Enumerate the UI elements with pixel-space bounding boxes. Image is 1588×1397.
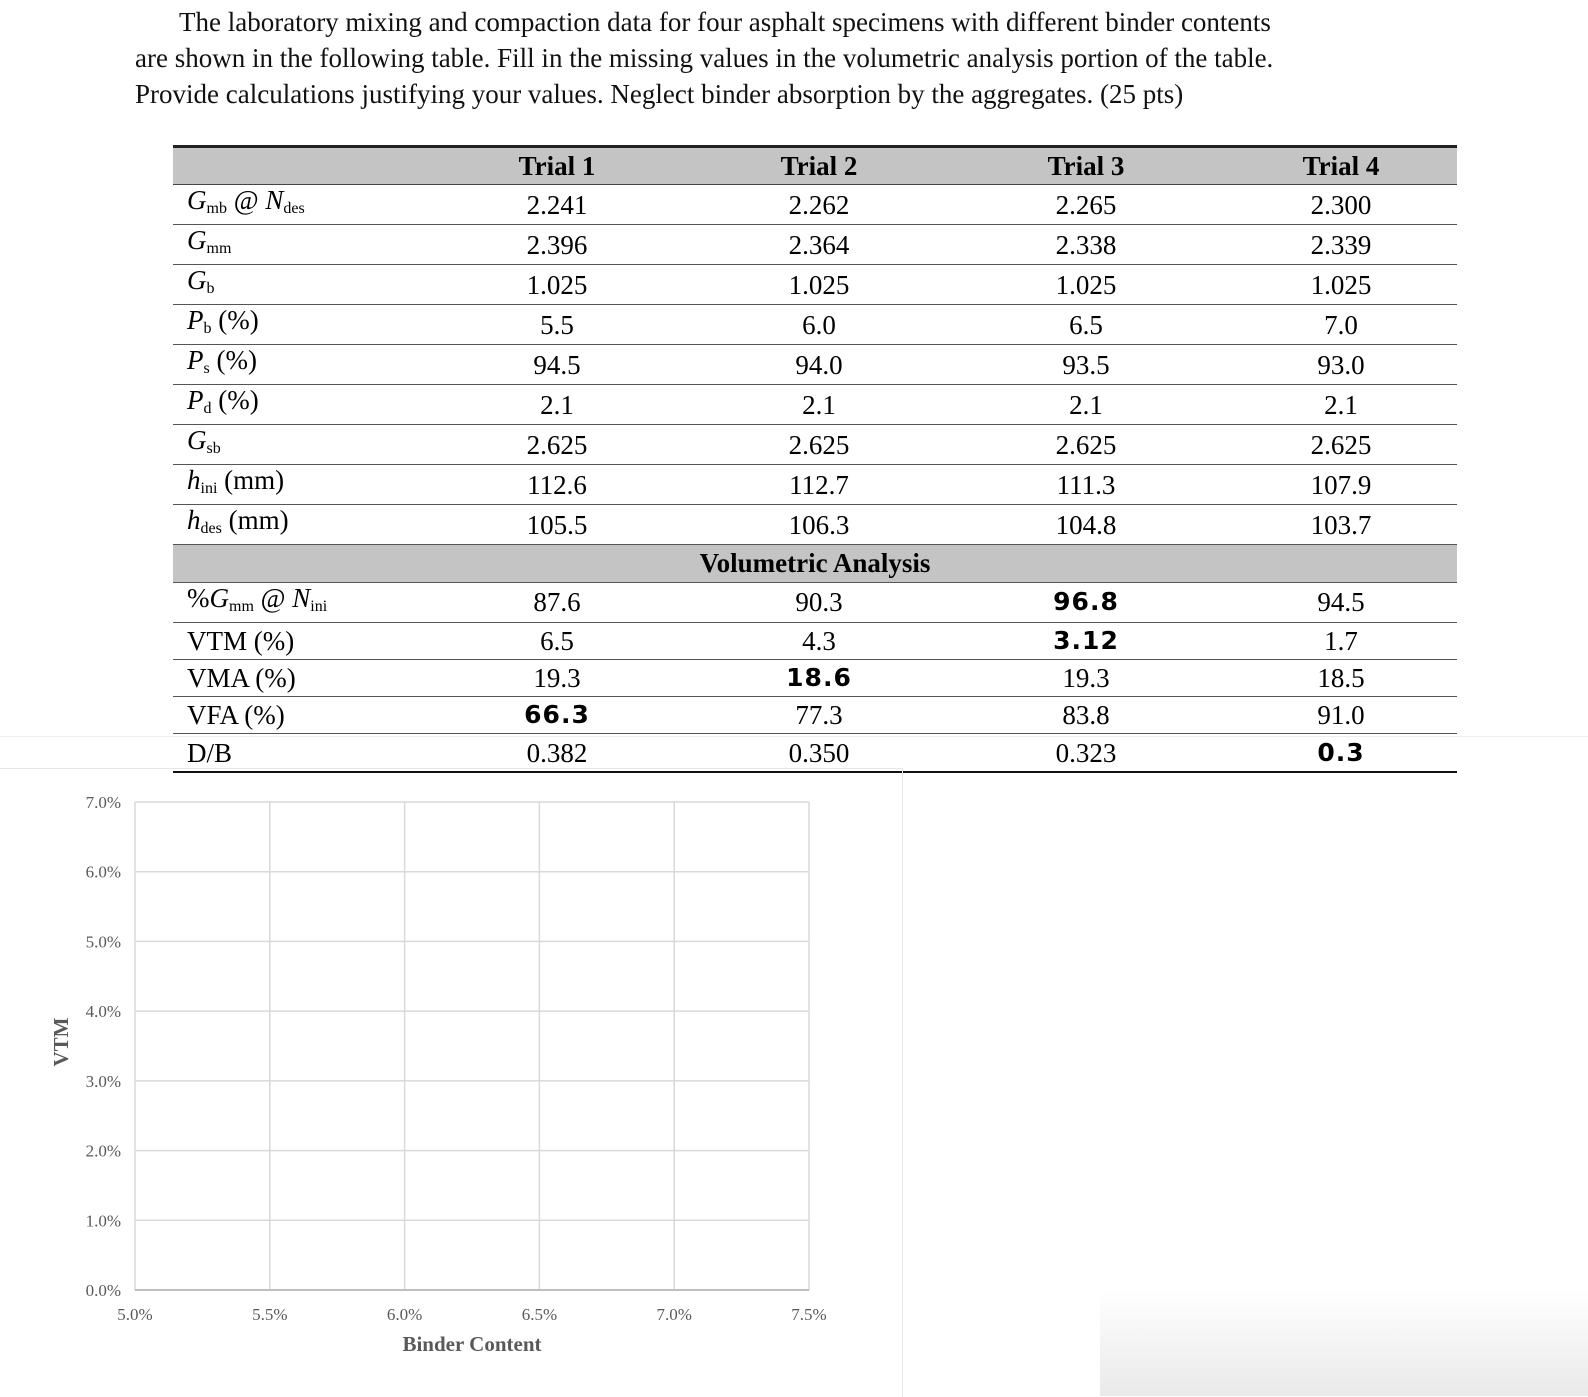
label-part: h — [187, 505, 201, 536]
value-cell: 4.3 — [691, 622, 947, 659]
value-cell: 2.1 — [423, 385, 691, 425]
x-tick-label: 7.5% — [791, 1305, 827, 1324]
table-row — [173, 465, 1457, 505]
label-part: ini — [310, 597, 328, 615]
label-part: s — [203, 360, 210, 378]
label-part: des — [283, 200, 305, 218]
label-part: N — [292, 582, 311, 613]
handwritten-answer: 18.6 — [691, 659, 947, 696]
label-part: G — [187, 265, 207, 296]
table-row — [173, 185, 1457, 225]
label-part: mb — [206, 200, 227, 218]
value-cell: 2.625 — [423, 425, 691, 465]
value-cell: 2.625 — [1225, 425, 1457, 465]
label-part: P — [187, 305, 204, 336]
label-part: N — [265, 185, 284, 216]
table-row — [173, 265, 1457, 305]
value-cell: 2.625 — [691, 425, 947, 465]
label-part: mm — [229, 597, 254, 615]
label-part: VTM (%) — [187, 625, 295, 656]
row-label — [173, 225, 423, 265]
label-part: ini — [200, 480, 218, 498]
vtm-chart — [0, 768, 903, 1397]
header-trial-3: Trial 3 — [947, 147, 1225, 185]
table-row — [173, 305, 1457, 345]
y-tick-label: 5.0% — [85, 932, 121, 952]
value-cell: 1.025 — [947, 265, 1225, 305]
x-tick-label: 6.0% — [386, 1305, 423, 1324]
section-row — [173, 545, 1457, 582]
value-cell: 94.0 — [691, 345, 947, 385]
header-trial-2: Trial 2 — [691, 147, 947, 185]
value-cell: 103.7 — [1225, 505, 1457, 545]
label-part: P — [187, 345, 204, 376]
label-part: VMA (%) — [187, 663, 296, 694]
value-cell: 106.3 — [691, 505, 947, 545]
row-label — [173, 345, 423, 385]
label-part: b — [203, 320, 212, 338]
table-row — [173, 697, 1457, 734]
y-tick-label: 6.0% — [85, 862, 121, 882]
value-cell: 6.0 — [691, 305, 947, 345]
value-cell: 2.300 — [1225, 185, 1457, 225]
row-label — [173, 505, 423, 545]
value-cell: 107.9 — [1225, 465, 1457, 505]
row-label — [173, 305, 423, 345]
label-part: G — [187, 425, 207, 456]
handwritten-answer: 66.3 — [423, 697, 691, 734]
header-blank — [173, 147, 423, 185]
y-axis-title: VTM — [49, 1017, 73, 1067]
label-part: sb — [206, 440, 221, 458]
table-row — [173, 659, 1457, 696]
section-title: Volumetric Analysis — [173, 545, 1457, 582]
page-separator — [0, 736, 1588, 737]
label-part: (mm) — [221, 505, 289, 536]
value-cell: 87.6 — [423, 582, 691, 622]
label-part: h — [187, 465, 201, 496]
value-cell: 0.350 — [691, 734, 947, 772]
value-cell: 18.5 — [1225, 659, 1457, 696]
value-cell: 19.3 — [423, 659, 691, 696]
label-part: mm — [206, 240, 232, 258]
value-cell: 2.262 — [691, 185, 947, 225]
label-part: D/B — [187, 737, 233, 768]
row-label — [173, 425, 423, 465]
label-part: d — [203, 400, 212, 418]
value-cell: 6.5 — [423, 622, 691, 659]
value-cell: 94.5 — [1225, 582, 1457, 622]
x-axis-title: Binder Content — [402, 1332, 542, 1356]
value-cell: 1.025 — [1225, 265, 1457, 305]
handwritten-answer: 96.8 — [947, 582, 1225, 622]
label-part: des — [200, 520, 222, 538]
handwritten-answer: 3.12 — [947, 622, 1225, 659]
value-cell: 2.364 — [691, 225, 947, 265]
value-cell: 104.8 — [947, 505, 1225, 545]
value-cell: 83.8 — [947, 697, 1225, 734]
table-row — [173, 425, 1457, 465]
row-label — [173, 582, 423, 622]
value-cell: 94.5 — [423, 345, 691, 385]
value-cell: 105.5 — [423, 505, 691, 545]
y-tick-label: 0.0% — [85, 1281, 121, 1300]
x-tick-label: 6.5% — [521, 1305, 558, 1324]
label-part: (mm) — [217, 465, 285, 496]
row-label — [173, 465, 423, 505]
prompt-line-2: are shown in the following table. Fill in the missing values in the volumetric analysis portion of the table. — [135, 43, 1274, 73]
label-part: (%) — [209, 345, 257, 376]
table-row — [173, 734, 1457, 772]
value-cell: 7.0 — [1225, 305, 1457, 345]
label-part: @ — [253, 582, 293, 613]
value-cell: 2.396 — [423, 225, 691, 265]
prompt-line-3: Provide calculations justifying your values. Neglect binder absorption by the aggregates. (25 pts) — [135, 79, 1184, 109]
value-cell: 5.5 — [423, 305, 691, 345]
table-row — [173, 225, 1457, 265]
row-label — [173, 697, 423, 734]
value-cell: 2.1 — [947, 385, 1225, 425]
value-cell: 93.5 — [947, 345, 1225, 385]
value-cell: 6.5 — [947, 305, 1225, 345]
label-part: VFA (%) — [187, 700, 285, 731]
table-row — [173, 505, 1457, 545]
y-tick-label: 4.0% — [85, 1002, 121, 1022]
label-part: % — [187, 582, 210, 613]
value-cell: 111.3 — [947, 465, 1225, 505]
label-part: P — [187, 385, 204, 416]
value-cell: 77.3 — [691, 697, 947, 734]
y-tick-label: 2.0% — [85, 1141, 121, 1161]
y-tick-label: 7.0% — [85, 793, 121, 812]
value-cell: 112.6 — [423, 465, 691, 505]
row-label — [173, 185, 423, 225]
value-cell: 2.241 — [423, 185, 691, 225]
value-cell: 1.7 — [1225, 622, 1457, 659]
row-label — [173, 385, 423, 425]
prompt-line-1: The laboratory mixing and compaction data for four asphalt specimens with different binder contents — [179, 7, 1271, 37]
label-part: G — [187, 225, 207, 256]
y-tick-label: 3.0% — [85, 1071, 121, 1091]
value-cell: 93.0 — [1225, 345, 1457, 385]
page-shadow — [1100, 1290, 1588, 1396]
header-trial-1: Trial 1 — [423, 147, 691, 185]
handwritten-answer: 0.3 — [1225, 734, 1457, 772]
value-cell: 2.1 — [691, 385, 947, 425]
value-cell: 0.382 — [423, 734, 691, 772]
value-cell: 19.3 — [947, 659, 1225, 696]
value-cell: 2.339 — [1225, 225, 1457, 265]
value-cell: 1.025 — [423, 265, 691, 305]
label-part: (%) — [211, 385, 259, 416]
question-prompt — [135, 4, 1455, 112]
value-cell: 112.7 — [691, 465, 947, 505]
label-part: (%) — [211, 305, 259, 336]
label-part: b — [206, 280, 215, 298]
row-label — [173, 734, 423, 772]
table-row — [173, 345, 1457, 385]
table-row — [173, 622, 1457, 659]
label-part: @ — [226, 185, 266, 216]
y-tick-label: 1.0% — [85, 1211, 121, 1231]
label-part: G — [187, 185, 207, 216]
row-label — [173, 659, 423, 696]
value-cell: 91.0 — [1225, 697, 1457, 734]
x-tick-label: 5.0% — [117, 1305, 153, 1324]
value-cell: 0.323 — [947, 734, 1225, 772]
x-tick-label: 5.5% — [252, 1305, 288, 1324]
x-tick-label: 7.0% — [656, 1305, 692, 1324]
table-row — [173, 385, 1457, 425]
row-label — [173, 622, 423, 659]
row-label — [173, 265, 423, 305]
value-cell: 2.265 — [947, 185, 1225, 225]
value-cell: 2.625 — [947, 425, 1225, 465]
value-cell: 1.025 — [691, 265, 947, 305]
label-part: G — [209, 582, 229, 613]
value-cell: 2.338 — [947, 225, 1225, 265]
header-trial-4: Trial 4 — [1225, 147, 1457, 185]
value-cell: 2.1 — [1225, 385, 1457, 425]
table-row — [173, 582, 1457, 622]
vtm-chart-svg — [0, 769, 902, 1397]
value-cell: 90.3 — [691, 582, 947, 622]
mix-design-table — [173, 145, 1457, 773]
table-header-row — [173, 147, 1457, 185]
